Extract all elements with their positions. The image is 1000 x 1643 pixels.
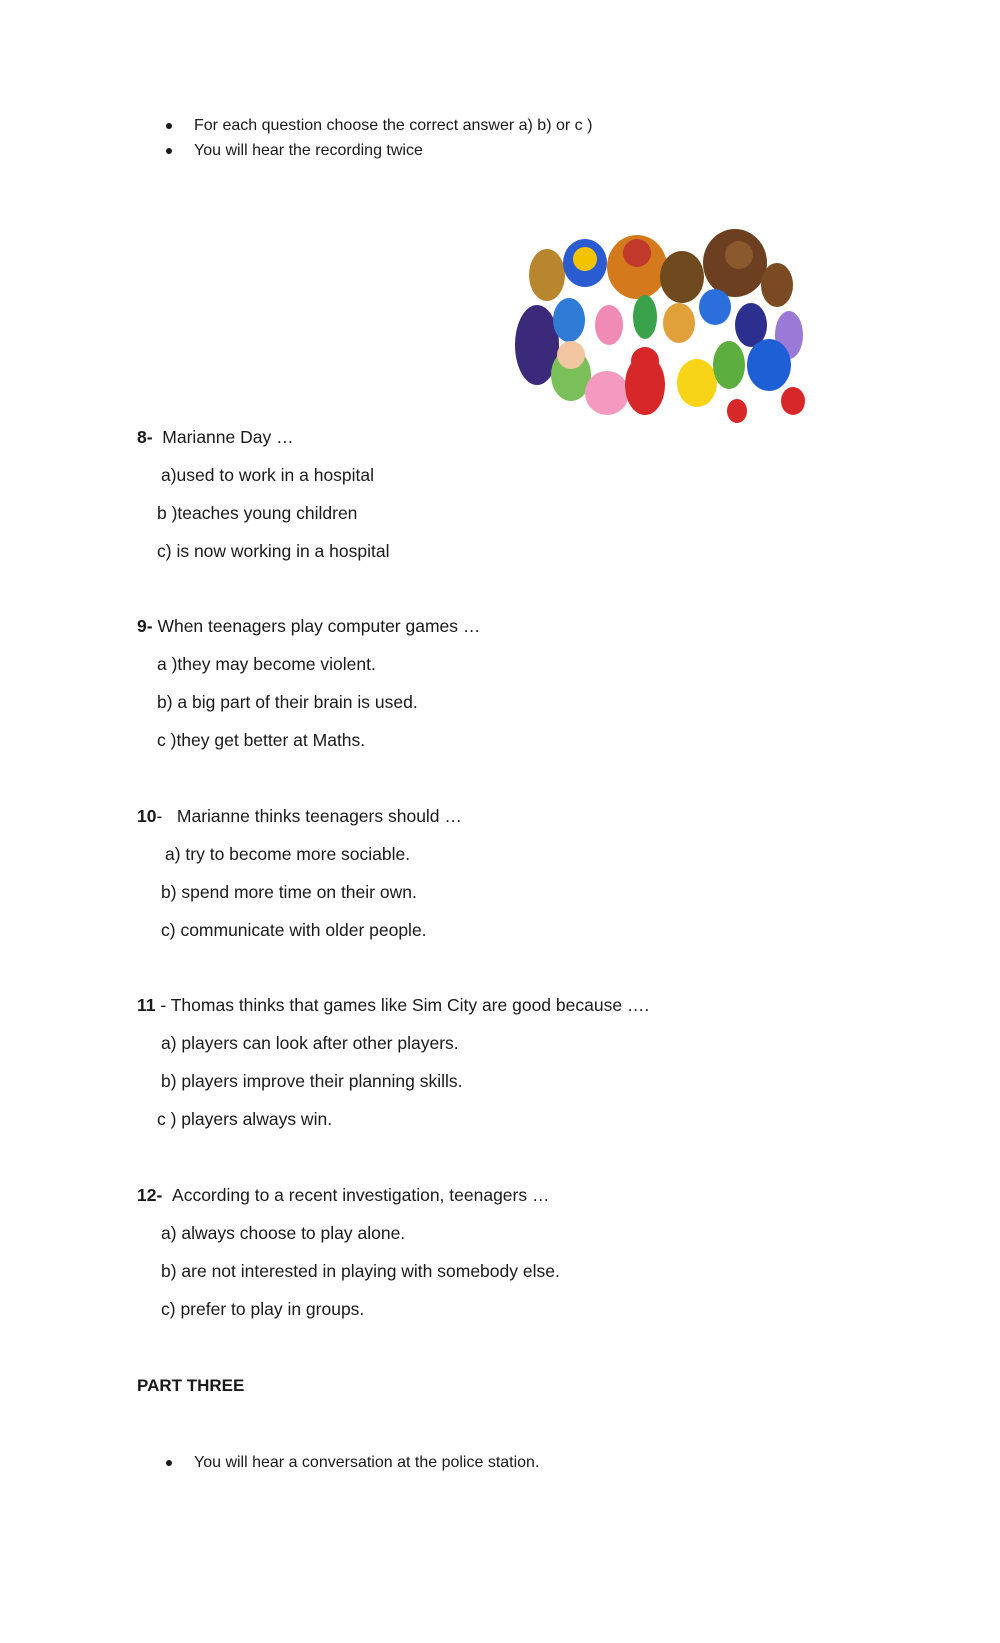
- question-number: 12-: [137, 1185, 163, 1205]
- answer-option[interactable]: a) always choose to play alone.: [161, 1223, 406, 1243]
- bullet-icon: [166, 123, 172, 129]
- question-stem: When teenagers play computer games …: [157, 616, 481, 636]
- instruction-text: You will hear the recording twice: [194, 142, 423, 159]
- question-number: 11: [137, 995, 156, 1015]
- answer-option[interactable]: c) is now working in a hospital: [157, 541, 390, 561]
- answer-option[interactable]: c ) players always win.: [157, 1109, 333, 1129]
- section-heading: PART THREE: [137, 1376, 245, 1395]
- answer-option[interactable]: c) prefer to play in groups.: [161, 1299, 365, 1319]
- answer-option[interactable]: b) players improve their planning skills.: [161, 1071, 463, 1091]
- answer-option[interactable]: b )teaches young children: [157, 503, 358, 523]
- question-11: [137, 994, 649, 1016]
- question-stem: - Marianne thinks teenagers should …: [156, 806, 462, 826]
- question-9: [137, 615, 480, 637]
- bullet-icon: [166, 1460, 172, 1466]
- answer-option[interactable]: a) try to become more sociable.: [165, 844, 411, 864]
- answer-option[interactable]: c) communicate with older people.: [161, 920, 427, 940]
- answer-option[interactable]: b) are not interested in playing with somebody else.: [161, 1261, 560, 1281]
- character-group: [515, 229, 805, 423]
- answer-option[interactable]: a )they may become violent.: [157, 654, 376, 674]
- question-number: 9-: [137, 616, 153, 636]
- question-8: [137, 426, 294, 448]
- question-number: 10: [137, 806, 157, 826]
- question-stem: Marianne Day …: [162, 427, 294, 447]
- question-stem: According to a recent investigation, teenagers …: [172, 1185, 550, 1205]
- instruction-text: For each question choose the correct answer a) b) or c ): [194, 117, 593, 134]
- bullet-icon: [166, 148, 172, 154]
- answer-option[interactable]: a)used to work in a hospital: [161, 465, 375, 485]
- question-number: 8-: [137, 427, 153, 447]
- video-game-characters-illustration: [507, 215, 821, 431]
- instruction-text: You will hear a conversation at the police station.: [194, 1454, 540, 1471]
- question-10: [137, 805, 462, 827]
- answer-option[interactable]: a) players can look after other players.: [161, 1033, 459, 1053]
- question-stem: - Thomas thinks that games like Sim City are good because ….: [155, 995, 650, 1015]
- answer-option[interactable]: c )they get better at Maths.: [157, 730, 366, 750]
- question-12: [137, 1184, 549, 1206]
- answer-option[interactable]: b) spend more time on their own.: [161, 882, 417, 902]
- answer-option[interactable]: b) a big part of their brain is used.: [157, 692, 418, 712]
